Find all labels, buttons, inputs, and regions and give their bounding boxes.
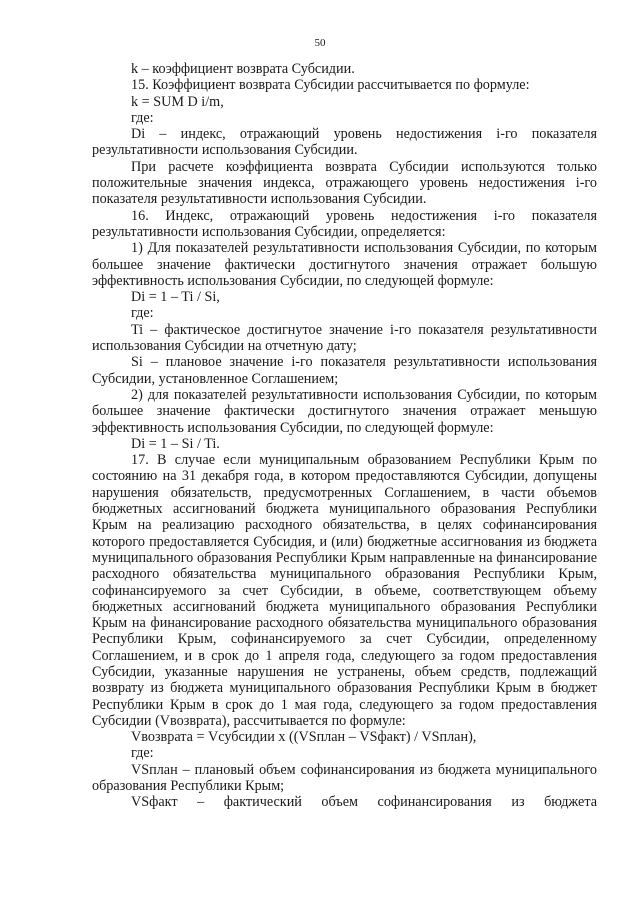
paragraph-di-definition: Di – индекс, отражающий уровень недостижения i-го показателя результативности использования Субсидии. (92, 126, 597, 159)
paragraph-vs-plan-definition: VSплан – плановый объем софинансирования из бюджета муниципального образования Республики Крым; (92, 761, 597, 795)
paragraph-case-2: 2) для показателей результативности использования Субсидии, по которым большее значение фактически достигнутого значения отражает меньшую эффективность использования Субсидии, по следующей формуле: (92, 386, 597, 436)
paragraph-item-16: 16. Индекс, отражающий уровень недостижения i-го показателя результативности использования Субсидии, определяется: (92, 207, 597, 240)
paragraph-case-1: 1) Для показателей результативности использования Субсидии, по которым большее значение фактически достигнутого значения отражает большую эффективность использования Субсидии, по следующей формуле: (92, 240, 597, 289)
document-body (92, 61, 597, 811)
formula-di-case-1: Di = 1 – Ti / Si, (131, 289, 220, 306)
paragraph-si-definition: Si – плановое значение i-го показателя результативности использования Субсидии, установленное Соглашением; (92, 354, 597, 387)
paragraph-where: где: (131, 109, 154, 126)
formula-v-return: Vвозврата = Vсубсидии x ((VSплан – VSфакт) / VSплан), (131, 729, 477, 746)
page-number: 50 (314, 37, 326, 49)
paragraph-item-17: 17. В случае если муниципальным образованием Республики Крым по состоянию на 31 декабря года, в котором предоставляются Субсидии, допущены нарушения обязательств, предусмотренных Соглашением, в части объемов бюджетных ассигнований бюджета муниципального образования Республики Крым на реализацию расходного обязательства, в целях софинансирования которого предоставляется Субсидия, и (или) бюджетные ассигнования из бюджета муниципального образования Республики Крым направленные на финансирование расходного обязательства муниципального образования Республики Крым, софинансируемого за счет Субсидии, в объеме, соответствующем объему бюджетных ассигнований бюджета муниципального образования Республики Крым на финансирование расходного обязательства муниципального образования Республики Крым, софинансируемого за счет Субсидии, определенному Соглашением, и в срок до 1 апреля года, следующего за годом предоставления Субсидии, указанные нарушения не устранены, объем средств, подлежащий возврату из бюджета муниципального образования Республики Крым в бюджет Республики Крым в срок до 1 мая года, следующего за годом предоставления Субсидии (Vвозврата), рассчитывается по формуле: (92, 452, 597, 729)
paragraph-vs-fact-definition: VSфакт – фактический объем софинансирования из бюджета (131, 794, 597, 811)
paragraph-where: где: (131, 745, 154, 762)
paragraph-positive-values: При расчете коэффициента возврата Субсидии используются только положительные значения индекса, отражающего уровень недостижения i-го показателя результативности использования Субсидии. (92, 158, 597, 208)
paragraph-ti-definition: Ti – фактическое достигнутое значение i-го показателя результативности использования Субсидии на отчетную дату; (92, 321, 597, 355)
paragraph-item-15: 15. Коэффициент возврата Субсидии рассчитывается по формуле: (131, 77, 530, 94)
paragraph-where: где: (131, 305, 154, 322)
formula-k: k = SUM D i/m, (131, 93, 224, 110)
formula-di-case-2: Di = 1 – Si / Ti. (131, 435, 220, 452)
paragraph-k-definition: k – коэффициент возврата Субсидии. (131, 61, 355, 77)
